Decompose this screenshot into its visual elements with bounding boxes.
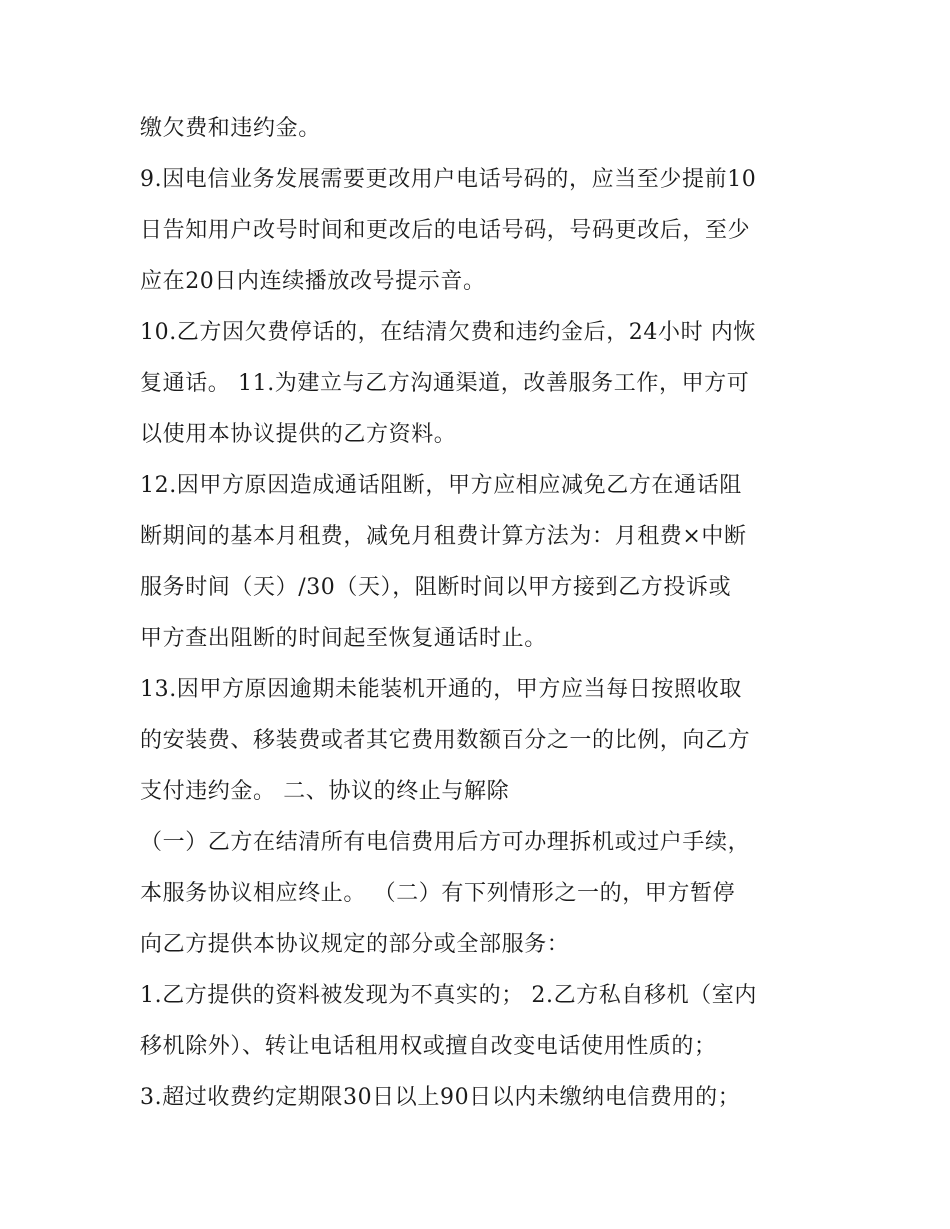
text-line: 甲方查出阻断的时间起至恢复通话时止。 <box>140 626 547 651</box>
text-line: 支付违约金。 二、协议的终止与解除 <box>140 779 510 804</box>
text-line: 向乙方提供本协议规定的部分或全部服务： <box>140 932 570 957</box>
text-line: 1.乙方提供的资料被发现为不真实的； 2.乙方私自移机（室内 <box>140 983 757 1008</box>
text-line: 3.超过收费约定期限30日以上90日以内未缴纳电信费用的； <box>140 1085 741 1110</box>
text-line: 日告知用户改号时间和更改后的电话号码，号码更改后，至少 <box>140 218 751 243</box>
text-line: 缴欠费和违约金。 <box>140 116 321 141</box>
text-line: 以使用本协议提供的乙方资料。 <box>140 422 457 447</box>
document-body <box>140 103 830 1123</box>
text-line: 复通话。 11.为建立与乙方沟通渠道，改善服务工作，甲方可 <box>140 371 750 396</box>
text-line: 本服务协议相应终止。 （二）有下列情形之一的，甲方暂停 <box>140 881 736 906</box>
text-line: 应在20日内连续播放改号提示音。 <box>140 269 486 294</box>
text-line: 移机除外）、转让电话租用权或擅自改变电话使用性质的； <box>140 1034 717 1059</box>
text-line: 断期间的基本月租费，减免月租费计算方法为：月租费×中断 <box>140 524 747 549</box>
text-line: （一）乙方在结清所有电信费用后方可办理拆机或过户手续， <box>140 830 751 855</box>
text-line: 12.因甲方原因造成通话阻断，甲方应相应减免乙方在通话阻 <box>140 473 742 498</box>
text-line: 服务时间（天）/30（天），阻断时间以甲方接到乙方投诉或 <box>140 575 732 600</box>
text-line: 10.乙方因欠费停话的，在结清欠费和违约金后，24小时 内恢 <box>140 320 756 345</box>
text-line: 的安装费、移装费或者其它费用数额百分之一的比例，向乙方 <box>140 728 751 753</box>
text-line: 13.因甲方原因逾期未能装机开通的，甲方应当每日按照收取 <box>140 677 742 702</box>
text-line: 9.因电信业务发展需要更改用户电话号码的，应当至少提前10 <box>140 167 757 192</box>
